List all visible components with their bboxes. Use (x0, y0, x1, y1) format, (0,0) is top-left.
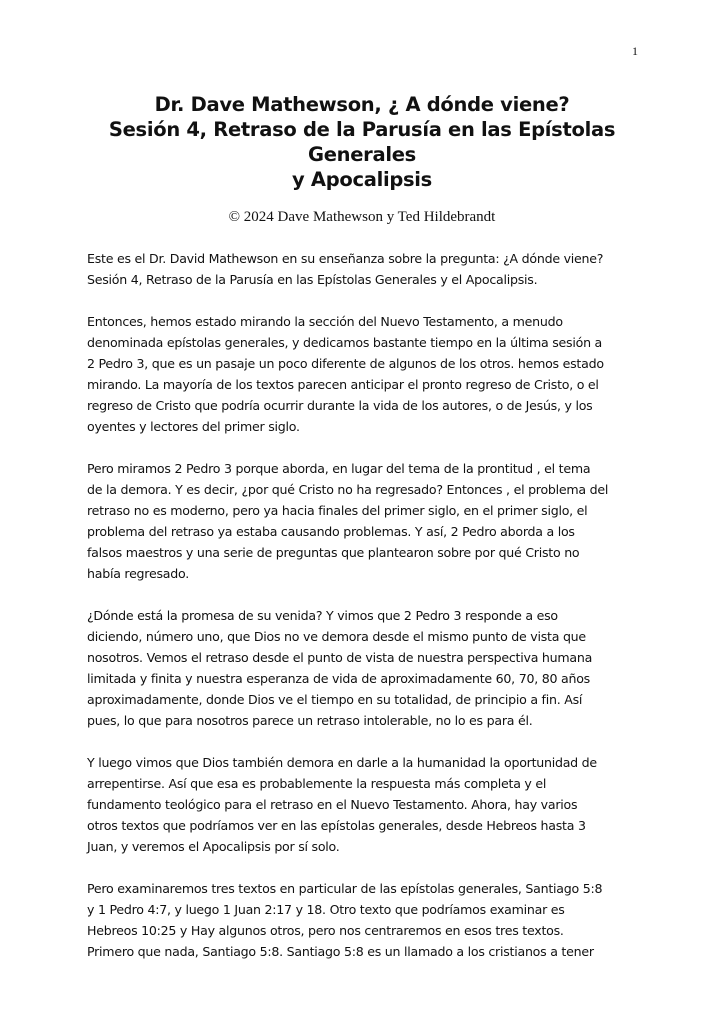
text-line: aproximadamente, donde Dios ve el tiempo en su totalidad, de principio a fin. Así (87, 692, 583, 707)
text-line: Este es el Dr. David Mathewson en su enseñanza sobre la pregunta: ¿A dónde viene? (87, 251, 604, 266)
text-line: Y luego vimos que Dios también demora en darle a la humanidad la oportunidad de (87, 755, 597, 770)
text-line: había regresado. (87, 566, 189, 581)
text-line: Sesión 4, Retraso de la Parusía en las Epístolas Generales y el Apocalipsis. (87, 272, 538, 287)
text-line: pues, lo que para nosotros parece un retraso intolerable, no lo es para él. (87, 713, 533, 728)
text-line: Hebreos 10:25 y Hay algunos otros, pero nos centraremos en esos tres textos. (87, 923, 564, 938)
text-line: limitada y finita y nuestra esperanza de vida de aproximadamente 60, 70, 80 años (87, 671, 590, 686)
text-line: Pero examinaremos tres textos en particular de las epístolas generales, Santiago 5:8 (87, 881, 603, 896)
text-line: fundamento teológico para el retraso en el Nuevo Testamento. Ahora, hay varios (87, 797, 578, 812)
title-line: Sesión 4, Retraso de la Parusía en las Epístolas (108, 118, 616, 141)
text-line: Juan, y veremos el Apocalipsis por sí solo. (87, 839, 340, 854)
document-body (87, 248, 647, 983)
text-line: arrepentirse. Así que esa es probablemente la respuesta más completa y el (87, 776, 547, 791)
page-number: 1 (632, 44, 638, 58)
text-line: Primero que nada, Santiago 5:8. Santiago 5:8 es un llamado a los cristianos a tener (87, 944, 594, 959)
copyright-line: © 2024 Dave Mathewson y Ted Hildebrandt (228, 209, 496, 225)
text-line: problema del retraso ya estaba causando problemas. Y así, 2 Pedro aborda a los (87, 524, 575, 539)
paragraph-6 (87, 878, 647, 962)
title-line: Dr. Dave Mathewson, ¿ A dónde viene? (154, 93, 570, 116)
text-line: ¿Dónde está la promesa de su venida? Y vimos que 2 Pedro 3 responde a eso (87, 608, 558, 623)
text-line: y 1 Pedro 4:7, y luego 1 Juan 2:17 y 18. Otro texto que podríamos examinar es (87, 902, 565, 917)
title-line: y Apocalipsis (292, 168, 432, 191)
text-line: Entonces, hemos estado mirando la sección del Nuevo Testamento, a menudo (87, 314, 563, 329)
text-line: retraso no es moderno, pero ya hacia finales del primer siglo, en el primer siglo, el (87, 503, 588, 518)
text-line: de la demora. Y es decir, ¿por qué Cristo no ha regresado? Entonces , el problema del (87, 482, 609, 497)
title-line: Generales (308, 143, 416, 166)
paragraph-3 (87, 458, 647, 584)
text-line: denominada epístolas generales, y dedicamos bastante tiempo en la última sesión a (87, 335, 603, 350)
text-line: regreso de Cristo que podría ocurrir durante la vida de los autores, o de Jesús, y los (87, 398, 593, 413)
text-line: falsos maestros y una serie de preguntas que plantearon sobre por qué Cristo no (87, 545, 580, 560)
paragraph-4 (87, 605, 647, 731)
text-line: Pero miramos 2 Pedro 3 porque aborda, en lugar del tema de la prontitud , el tema (87, 461, 591, 476)
document-title (40, 92, 684, 192)
text-line: mirando. La mayoría de los textos parecen anticipar el pronto regreso de Cristo, o el (87, 377, 599, 392)
text-line: oyentes y lectores del primer siglo. (87, 419, 300, 434)
text-line: 2 Pedro 3, que es un pasaje un poco diferente de algunos de los otros. hemos estado (87, 356, 604, 371)
text-line: diciendo, número uno, que Dios no ve demora desde el mismo punto de vista que (87, 629, 586, 644)
paragraph-1 (87, 248, 647, 290)
paragraph-5 (87, 752, 647, 857)
text-line: nosotros. Vemos el retraso desde el punto de vista de nuestra perspectiva humana (87, 650, 593, 665)
text-line: otros textos que podríamos ver en las epístolas generales, desde Hebreos hasta 3 (87, 818, 586, 833)
paragraph-2 (87, 311, 647, 437)
